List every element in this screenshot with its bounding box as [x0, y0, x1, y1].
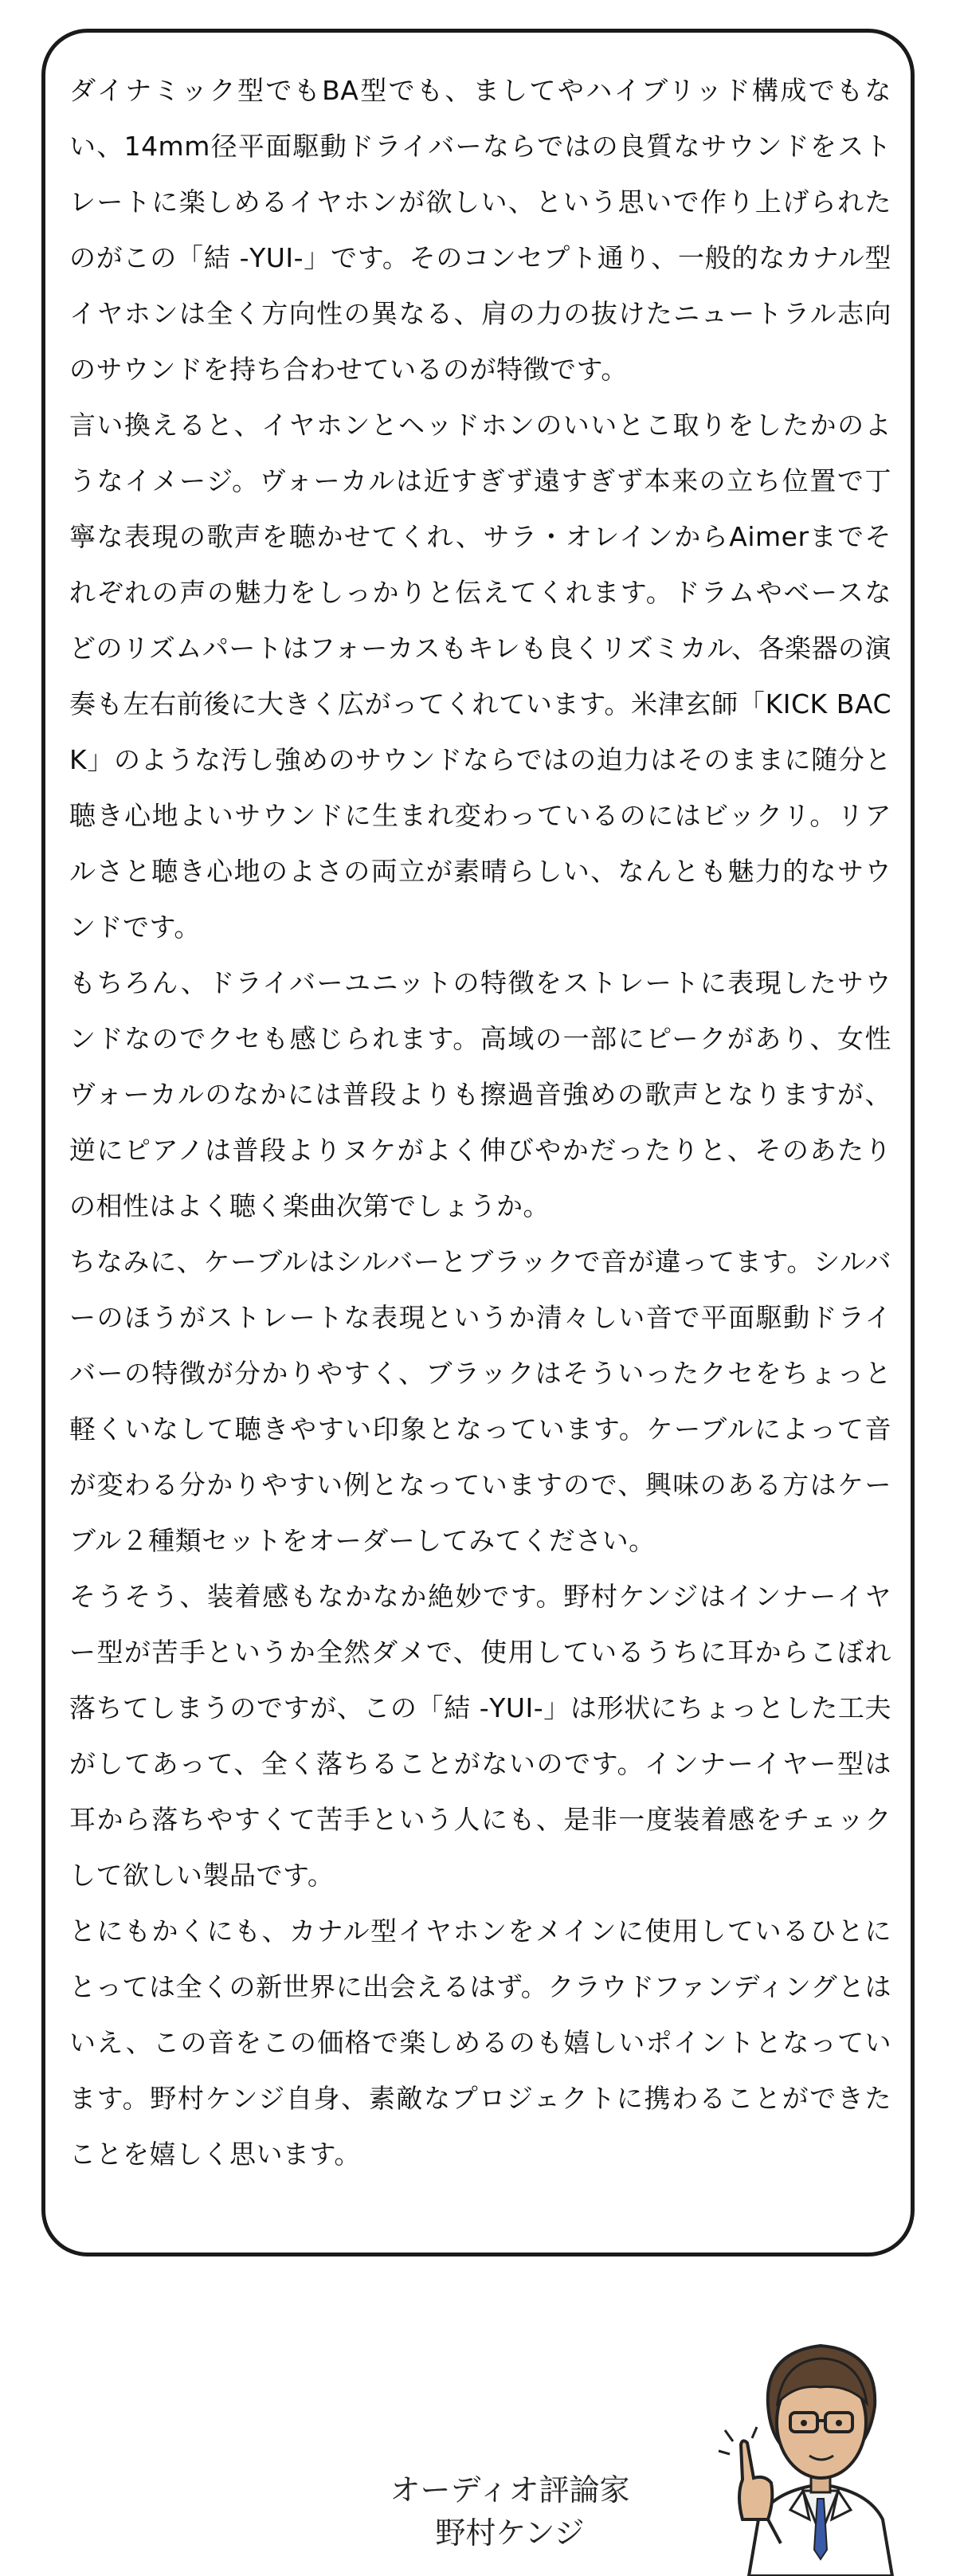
author-signature	[366, 2468, 653, 2554]
review-text-box	[41, 29, 915, 2256]
review-paragraph-4: ちなみに、ケーブルはシルバーとブラックで音が違ってます。シルバーのほうがストレートな表現というか清々しい音で平面駆動ドライバーの特徴が分かりやすく、ブラックはそういったクセをちょっと軽くいなして聴きやすい印象となっています。ケーブルによって音が変わる分かりやすい例となっていますので、興味のある方はケーブル２種類セットをオーダーしてみてください。	[69, 1246, 891, 1556]
author-title: オーディオ評論家	[390, 2472, 630, 2507]
review-paragraph-1: ダイナミック型でもBA型でも、ましてやハイブリッド構成でもない、14mm径平面駆動ドライバーならではの良質なサウンドをストレートに楽しめるイヤホンが欲しい、という思いで作り上げられたのがこの「結 -YUI-」です。そのコンセプト通り、一般的なカナル型イヤホンは全く方向性の異なる、肩の力の抜けたニュートラル志向のサウンドを持ち合わせているのが特徴です。	[69, 75, 891, 385]
review-paragraph-3: もちろん、ドライバーユニットの特徴をストレートに表現したサウンドなのでクセも感じられます。高域の一部にピークがあり、女性ヴォーカルのなかには普段よりも擦過音強めの歌声となりますが、逆にピアノは普段よりヌケがよく伸びやかだったりと、そのあたりの相性はよく聴く楽曲次第でしょうか。	[69, 967, 891, 1221]
author-portrait-illustration	[701, 2311, 940, 2576]
review-paragraph-6: とにもかくにも、カナル型イヤホンをメインに使用しているひとにとっては全くの新世界に出会えるはず。クラウドファンディングとはいえ、この音をこの価格で楽しめるのも嬉しいポイントとなっています。野村ケンジ自身、素敵なプロジェクトに携わることができたことを嬉しく思います。	[69, 1915, 891, 2170]
author-name: 野村ケンジ	[435, 2515, 585, 2551]
review-paragraph-2: 言い換えると、イヤホンとヘッドホンのいいとこ取りをしたかのようなイメージ。ヴォーカルは近すぎず遠すぎず本来の立ち位置で丁寧な表現の歌声を聴かせてくれ、サラ・オレインからAimerまでそれぞれの声の魅力をしっかりと伝えてくれます。ドラムやベースなどのリズムパートはフォーカスもキレも良くリズミカル、各楽器の演奏も左右前後に大きく広がってくれています。米津玄師「KICK BACK」のような汚し強めのサウンドならではの迫力はそのままに随分と聴き心地よいサウンドに生まれ変わっているのにはビックリ。リアルさと聴き心地のよさの両立が素晴らしい、なんとも魅力的なサウンドです。	[69, 410, 891, 943]
review-paragraph-5: そうそう、装着感もなかなか絶妙です。野村ケンジはインナーイヤー型が苦手というか全然ダメで、使用しているうちに耳からこぼれ落ちてしまうのですが、この「結 -YUI-」は形状にちょっとした工夫がしてあって、全く落ちることがないのです。インナーイヤー型は耳から落ちやすくて苦手という人にも、是非一度装着感をチェックして欲しい製品です。	[69, 1581, 891, 1891]
